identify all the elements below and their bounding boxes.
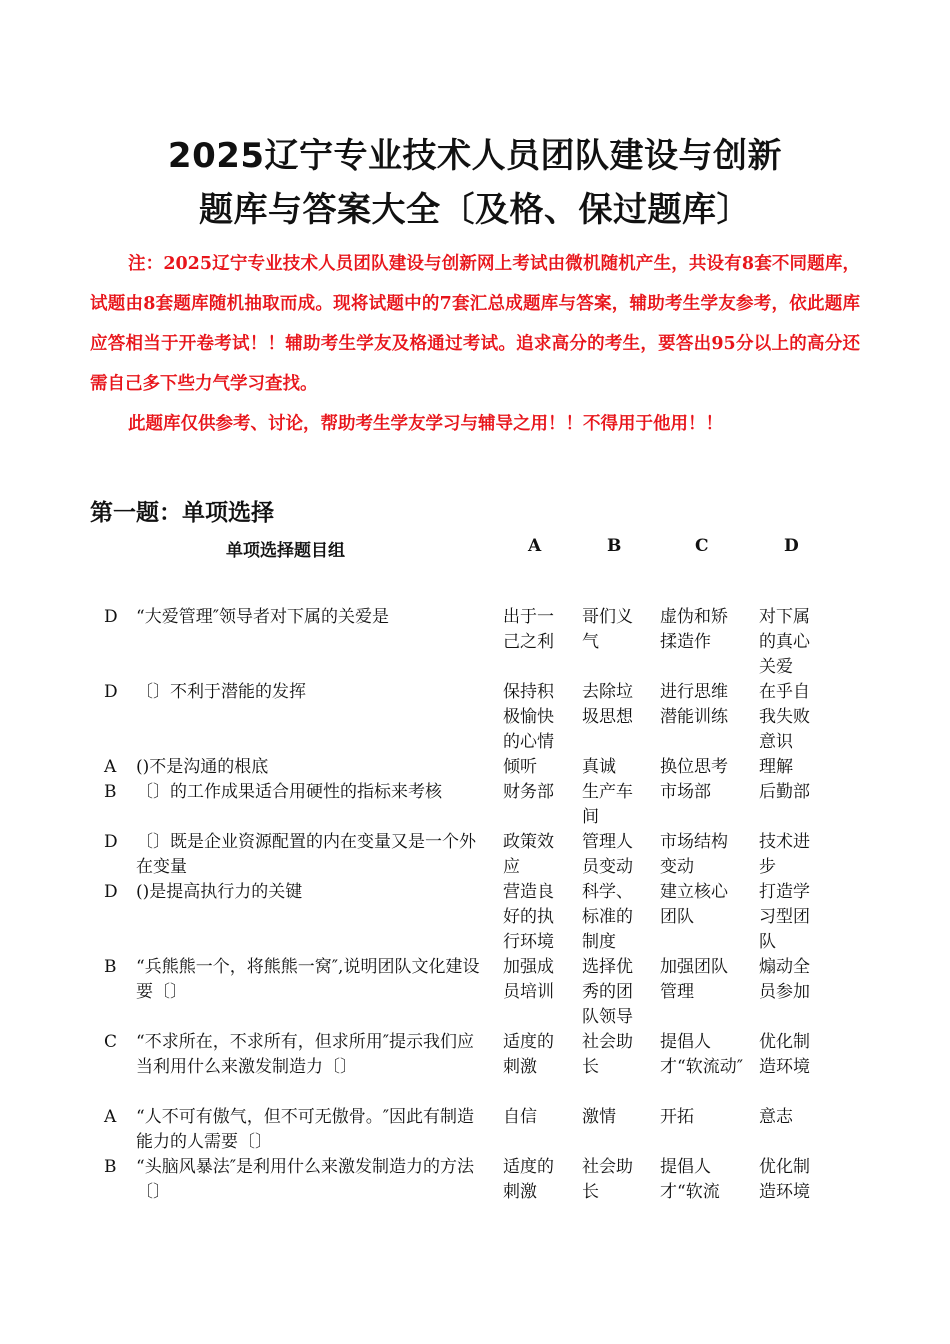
document-title-line-1: 2025辽宁专业技术人员团队建设与创新 [167,136,783,176]
option-a: 倾听 [503,757,537,777]
option-c: 提倡人才“软流动″ [660,1032,744,1077]
answer-key: D [104,832,118,852]
option-b: 科学、标准的制度 [582,882,633,952]
table-row [90,605,850,680]
table-header-d: D [784,536,799,556]
answer-key: D [104,882,118,902]
answer-key: D [104,682,118,702]
question-text: 〔〕既是企业资源配置的内在变量又是一个外在变量 [136,832,476,877]
option-d: 后勤部 [759,782,810,802]
document-title-line-2: 题库与答案大全〔及格、保过题库〕 [199,190,751,230]
option-a: 营造良好的执行环境 [503,882,554,952]
option-a: 出于一己之利 [503,607,554,652]
option-b: 选择优秀的团队领导 [582,957,633,1027]
table-header-question: 单项选择题目组 [226,541,345,561]
table-row [90,755,850,780]
question-text: ()不是沟通的根底 [136,757,269,777]
option-d: 意志 [759,1107,793,1127]
table-header-b: B [607,536,622,556]
option-a: 适度的刺激 [503,1032,554,1077]
table-row [90,830,850,880]
table-row [90,1030,850,1105]
option-b: 社会助长 [582,1157,633,1202]
option-c: 换位思考 [660,757,728,777]
option-c: 虚伪和矫揉造作 [660,607,728,652]
question-text: 〔〕的工作成果适合用硬性的指标来考核 [136,782,442,802]
question-text: “人不可有傲气，但不可无傲骨。″因此有制造能力的人需要〔〕 [136,1107,475,1152]
option-a: 政策效应 [503,832,554,877]
option-d: 优化制造环境 [759,1157,810,1202]
option-b: 哥们义气 [582,607,633,652]
table-header-a: A [528,536,542,556]
answer-key: D [104,607,118,627]
option-b: 真诚 [582,757,616,777]
option-d: 在乎自我失败意识 [759,682,810,752]
answer-key: A [104,1107,117,1127]
option-d: 技术进步 [759,832,810,877]
option-c: 提倡人才“软流 [660,1157,720,1202]
option-c: 市场部 [660,782,711,802]
question-text: “大爱管理″领导者对下属的关爱是 [136,607,390,627]
option-a: 财务部 [503,782,554,802]
question-text: “头脑风暴法″是利用什么来激发制造力的方法〔〕 [136,1157,475,1202]
table-row [90,1105,850,1155]
option-a: 保持积极愉快的心情 [503,682,554,752]
table-row [90,1155,850,1205]
table-row [90,880,850,955]
table-row [90,680,850,755]
option-d: 对下属的真心关爱 [759,607,810,677]
table-row [90,955,850,1030]
answer-key: C [104,1032,118,1052]
answer-key: A [104,757,117,777]
question-table [90,605,850,1205]
option-b: 生产车间 [582,782,633,827]
table-header-c: C [695,536,709,556]
option-b: 激情 [582,1107,616,1127]
option-c: 加强团队管理 [660,957,728,1002]
question-text: ()是提高执行力的关键 [136,882,303,902]
option-a: 自信 [503,1107,537,1127]
option-c: 进行思维潜能训练 [660,682,728,727]
option-d: 优化制造环境 [759,1032,810,1077]
question-text: 〔〕不利于潜能的发挥 [136,682,306,702]
answer-key: B [104,782,117,802]
option-c: 开拓 [660,1107,694,1127]
answer-key: B [104,957,117,977]
disclaimer-paragraph: 此题库仅供参考、讨论，帮助考生学友学习与辅导之用！！不得用于他用！！ [128,414,723,434]
note-paragraph: 注：2025辽宁专业技术人员团队建设与创新网上考试由微机随机产生，共设有8套不同题库，试题由8套题库随机抽取而成。现将试题中的7套汇总成题库与答案，辅助考生学友参考，依此题库应答相当于开卷考试！！辅助考生学友及格通过考试。追求高分的考生，要答出95分以上的高分还需自己多下些力气学习查找。 [90,254,860,394]
option-b: 去除垃圾思想 [582,682,633,727]
option-d: 理解 [759,757,793,777]
question-text: “兵熊熊一个，将熊熊一窝″,说明团队文化建设要〔〕 [136,957,480,1002]
question-text: “不求所在，不求所有，但求所用″提示我们应当利用什么来激发制造力〔〕 [136,1032,475,1077]
answer-key: B [104,1157,117,1177]
option-b: 管理人员变动 [582,832,633,877]
option-b: 社会助长 [582,1032,633,1077]
section-title: 第一题：单项选择 [90,500,274,526]
option-a: 加强成员培训 [503,957,554,1002]
option-c: 市场结构变动 [660,832,728,877]
option-c: 建立核心团队 [660,882,728,927]
table-row [90,780,850,830]
option-a: 适度的刺激 [503,1157,554,1202]
option-d: 煽动全员参加 [759,957,810,1002]
option-d: 打造学习型团队 [759,882,810,952]
